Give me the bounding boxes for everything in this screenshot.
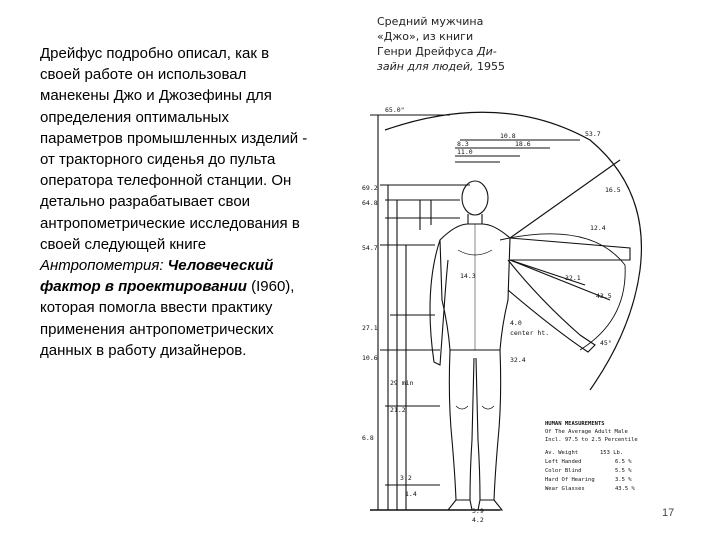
figure-knee-left — [456, 406, 468, 409]
dim-29min: 29 min — [390, 379, 414, 387]
dim-40: 4.0 — [510, 319, 522, 327]
caption-line-1: Средний мужчина — [377, 15, 484, 28]
dim-42: 4.2 — [472, 516, 484, 524]
dim-39: 3.9 — [472, 507, 484, 515]
dim-186: 18.6 — [515, 140, 531, 148]
dim-106: 10.6 — [362, 354, 378, 362]
dim-547: 54.7 — [362, 244, 378, 252]
caption-line-3-italic: Ди- — [477, 45, 497, 58]
figure-left-foot — [448, 500, 472, 510]
figure-knee-right — [482, 406, 494, 409]
book-title-bold-italic: Человеческий фактор в проектировании — [40, 257, 274, 296]
dim-65: 65.0" — [385, 106, 405, 114]
figure-head — [462, 181, 488, 215]
hm-r1-val: 153 Lb. — [600, 450, 624, 456]
hm-title-2: Of The Average Adult Male — [545, 429, 628, 435]
hm-r4-val: 3.5 % — [615, 477, 632, 483]
reach-arc — [385, 112, 641, 390]
anthropometric-figure — [360, 100, 660, 530]
hm-r3-val: 5.5 % — [615, 468, 632, 474]
dim-110: 11.0 — [457, 148, 473, 156]
dim-324: 32.4 — [510, 356, 526, 364]
hm-r3-label: Color Blind — [545, 468, 582, 474]
page-number: 17 — [662, 507, 675, 519]
hm-r1-label: Av. Weight — [545, 450, 579, 456]
dim-271: 27.1 — [362, 324, 378, 332]
caption-line-4-italic: зайн для людей, — [377, 60, 474, 73]
dim-692: 69.2 — [362, 184, 378, 192]
figure-caption — [377, 14, 505, 74]
hm-r4-label: Hard Of Hearing — [545, 477, 595, 483]
dim-14: 1.4 — [405, 490, 417, 498]
hm-r2-label: Left Handed — [545, 459, 582, 465]
caption-line-4 — [377, 59, 505, 74]
dim-45deg: 45° — [600, 339, 612, 347]
body-text-part3: (I960), которая помогла ввести практику применения антропометрических данных в работу дизайнеров. — [40, 278, 295, 359]
book-title-italic: Антропометрия: — [40, 257, 164, 275]
dim-32: 3.2 — [400, 474, 412, 482]
caption-line-3 — [377, 44, 505, 59]
hm-r5-label: Wear Glasses — [545, 486, 585, 492]
dim-648: 64.8 — [362, 199, 378, 207]
caption-year: 1955 — [473, 60, 505, 73]
body-text-part1: Дрейфус подробно описал, как в своей работе он использовал манекены Джо и Джозефины для определения оптимальных параметров промышленных изделий - от тракторного сиденья до пульта оператора телефонной станции. Он детально разрабатывает свои антропометрические исследования в своей следующей книге — [40, 45, 308, 253]
dim-center: center ht. — [510, 329, 550, 337]
dim-68: 6.8 — [362, 434, 374, 442]
dim-321: 32.1 — [565, 274, 581, 282]
figure-left-arm — [430, 240, 448, 365]
figure-left-leg — [449, 350, 474, 500]
body-text — [40, 43, 310, 361]
dim-537: 53.7 — [585, 130, 601, 138]
figure-right-leg — [476, 350, 501, 500]
hm-title-3: Incl. 97.5 to 2.5 Percentile — [545, 437, 638, 443]
caption-line-3-normal: Генри Дрейфуса — [377, 45, 477, 58]
dim-143: 14.3 — [460, 272, 476, 280]
hm-title-1: HUMAN MEASUREMENTS — [545, 421, 605, 427]
hm-r5-val: 43.5 % — [615, 486, 635, 492]
dim-165: 16.5 — [605, 186, 621, 194]
dim-435: 43.5 — [596, 292, 612, 300]
caption-line-2: «Джо», из книги — [377, 30, 474, 43]
hm-r2-val: 6.5 % — [615, 459, 632, 465]
dim-83: 8.3 — [457, 140, 469, 148]
figure-right-arm-extended — [510, 238, 630, 260]
dim-212: 21.2 — [390, 406, 406, 414]
dim-108: 10.8 — [500, 132, 516, 140]
dim-124: 12.4 — [590, 224, 606, 232]
